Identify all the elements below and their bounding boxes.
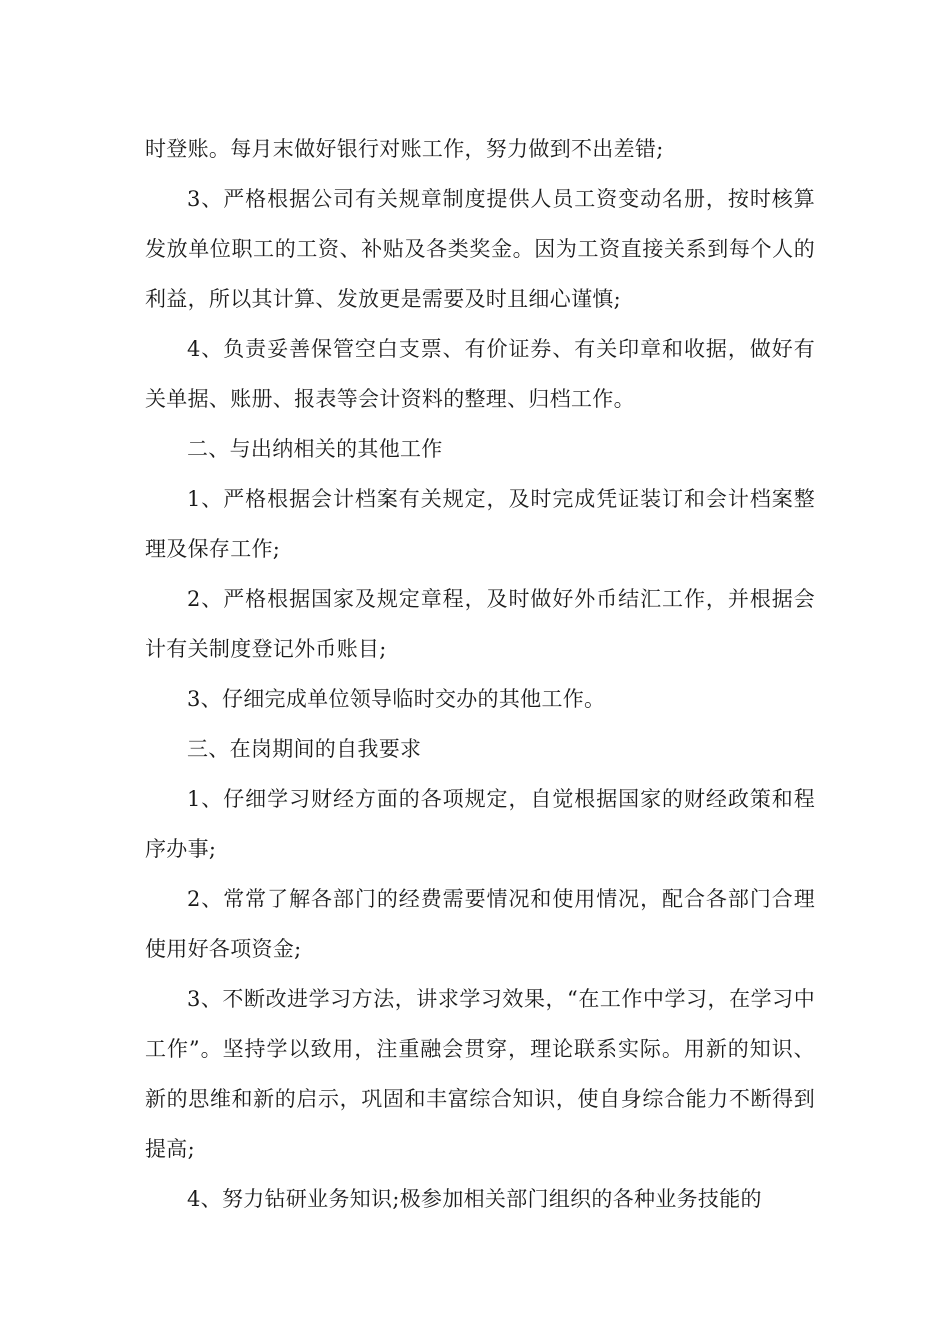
paragraph-2: 3、严格根据公司有关规章制度提供人员工资变动名册，按时核算发放单位职工的工资、补贴及各类奖金。因为工资直接关系到每个人的利益，所以其计算、发放更是需要及时且细心谨慎; [145,187,815,311]
paragraph-9: 1、仔细学习财经方面的各项规定，自觉根据国家的财经政策和程序办事; [145,787,815,861]
paragraph-5: 1、严格根据会计档案有关规定，及时完成凭证装订和会计档案整理及保存工作; [145,487,815,561]
paragraph-1: 时登账。每月末做好银行对账工作，努力做到不出差错; [145,137,664,161]
section-heading-3: 三、在岗期间的自我要求 [187,737,422,761]
section-heading-2: 二、与出纳相关的其他工作 [187,437,443,461]
paragraph-12: 4、努力钻研业务知识;极参加相关部门组织的各种业务技能的 [187,1187,762,1211]
paragraph-11: 3、不断改进学习方法，讲求学习效果，“在工作中学习，在学习中工作”。坚持学以致用，注重融会贯穿，理论联系实际。用新的知识、新的思维和新的启示，巩固和丰富综合知识，使自身综合能力不断得到提高; [145,987,815,1161]
paragraph-10: 2、常常了解各部门的经费需要情况和使用情况，配合各部门合理使用好各项资金; [145,887,815,961]
paragraph-7: 3、仔细完成单位领导临时交办的其他工作。 [187,687,606,711]
document-body [145,124,815,1224]
paragraph-3: 4、负责妥善保管空白支票、有价证券、有关印章和收据，做好有关单据、账册、报表等会计资料的整理、归档工作。 [145,337,815,411]
paragraph-6: 2、严格根据国家及规定章程，及时做好外币结汇工作，并根据会计有关制度登记外币账目; [145,587,815,661]
